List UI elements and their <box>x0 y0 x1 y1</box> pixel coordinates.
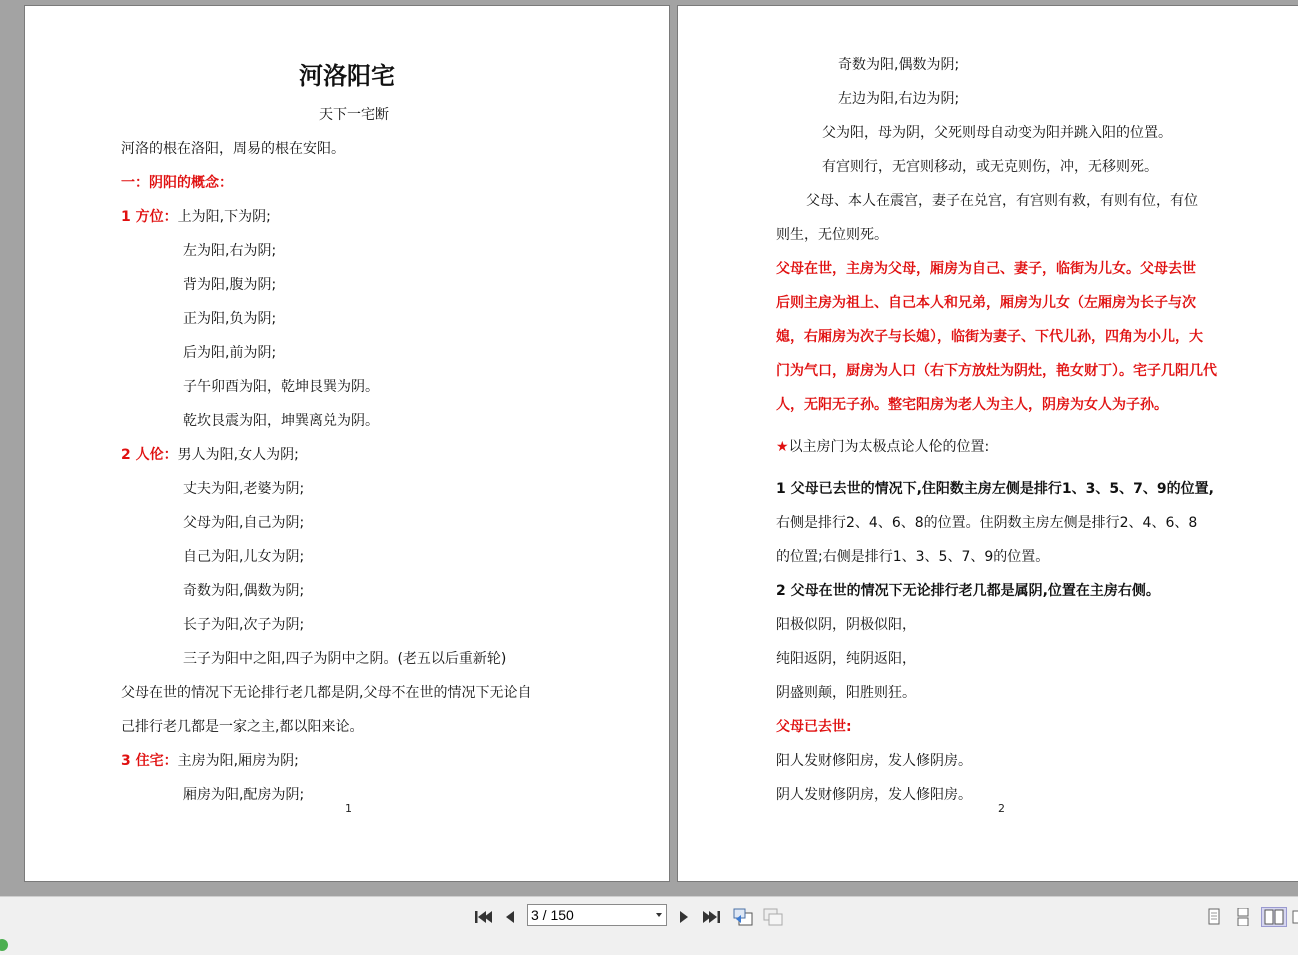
doc-line <box>121 684 531 702</box>
doc-line <box>121 752 299 770</box>
go-forward-icon[interactable] <box>762 907 784 927</box>
doc-line <box>776 684 916 702</box>
doc-line <box>776 480 1214 498</box>
section-label: 一：阴阳的概念： <box>121 175 233 191</box>
doc-line <box>121 140 345 158</box>
doc-line <box>776 718 852 736</box>
line-text: 父母在世的情况下无论排行老几都是阴,父母不在世的情况下无论自 <box>121 685 532 701</box>
single-page-icon[interactable] <box>1203 907 1225 927</box>
doc-line <box>776 786 972 804</box>
doc-line <box>822 158 1158 176</box>
line-text: 男人为阳,女人为阴; <box>177 447 299 463</box>
line-text: 上为阳,下为阴; <box>177 209 271 225</box>
doc-line <box>806 192 1198 210</box>
section-label: 1 方位： <box>121 209 178 225</box>
line-text: 有宫则行，无宫则移动，或无克则伤，冲，无移则死。 <box>822 159 1158 175</box>
page-number: 1 <box>345 802 352 815</box>
line-text: 己排行老几都是一家之主,都以阳来论。 <box>121 719 364 735</box>
line-text: 阴人发财修阴房，发人修阳房。 <box>776 787 972 803</box>
doc-line <box>822 124 1172 142</box>
doc-line <box>776 438 989 456</box>
doc-line <box>183 548 304 566</box>
section-label: 2 人伦： <box>121 447 178 463</box>
doc-line <box>776 260 1196 278</box>
page-number: 2 <box>998 802 1005 815</box>
line-text: 父母在世，主房为父母，厢房为自己、妻子，临街为儿女。父母去世 <box>776 261 1196 277</box>
doc-title: 河洛阳宅 <box>299 61 395 90</box>
line-text: 父为阳，母为阴，父死则母自动变为阳并跳入阳的位置。 <box>822 125 1172 141</box>
line-text: 背为阳,腹为阴; <box>183 277 277 293</box>
doc-line <box>776 328 1203 346</box>
doc-line <box>183 310 276 328</box>
line-text: 父母、本人在震宫，妻子在兑宫，有宫则有救，有则有位，有位 <box>806 193 1198 209</box>
doc-line <box>776 226 888 244</box>
document-page-right <box>677 5 1298 882</box>
doc-line <box>121 446 299 464</box>
doc-line <box>183 650 506 668</box>
line-text: 父母为阳,自己为阴; <box>183 515 305 531</box>
document-page-left <box>24 5 670 882</box>
more-view-icon[interactable] <box>1292 907 1298 927</box>
line-text: 丈夫为阳,老婆为阴; <box>183 481 305 497</box>
line-text: 主房为阳,厢房为阴; <box>177 753 299 769</box>
line-text: 河洛的根在洛阳，周易的根在安阳。 <box>121 141 345 157</box>
line-text: 以主房门为太极点论人伦的位置: <box>788 439 990 455</box>
line-text: 左为阳,右为阴; <box>183 243 277 259</box>
doc-line <box>183 514 304 532</box>
doc-line <box>183 242 276 260</box>
line-text: 子午卯酉为阳，乾坤艮巽为阴。 <box>183 379 379 395</box>
line-text: 阳极似阴，阴极似阳， <box>776 617 916 633</box>
doc-line <box>776 514 1197 532</box>
last-page-icon[interactable] <box>701 907 723 927</box>
line-text: 媳，右厢房为次子与长媳），临街为妻子、下代儿孙，四角为小儿，大 <box>776 329 1203 345</box>
doc-line <box>776 650 916 668</box>
line-text: 1 父母已去世的情况下,住阳数主房左侧是排行1、3、5、7、9的位置, <box>776 481 1214 497</box>
doc-line <box>838 56 959 74</box>
doc-line <box>838 90 959 108</box>
line-text: 纯阳返阴，纯阴返阳， <box>776 651 916 667</box>
viewer-toolbar <box>0 896 1298 955</box>
line-text: 奇数为阳,偶数为阴; <box>838 57 960 73</box>
line-text: 的位置;右侧是排行1、3、5、7、9的位置。 <box>776 549 1050 565</box>
line-text: 乾坎艮震为阳，坤巽离兑为阴。 <box>183 413 379 429</box>
line-text: 奇数为阳,偶数为阴; <box>183 583 305 599</box>
doc-line <box>776 752 972 770</box>
doc-line <box>183 378 379 396</box>
line-text: 三子为阳中之阳,四子为阴中之阴。(老五以后重新轮) <box>183 651 507 667</box>
line-text: 长子为阳,次子为阴; <box>183 617 305 633</box>
line-text: 阳人发财修阳房，发人修阴房。 <box>776 753 972 769</box>
doc-line <box>183 276 276 294</box>
line-text: 人，无阳无子孙。整宅阳房为老人为主人，阴房为女人为子孙。 <box>776 397 1168 413</box>
go-back-icon[interactable] <box>732 907 754 927</box>
line-text: 阴盛则颠，阳胜则狂。 <box>776 685 916 701</box>
chevron-down-icon[interactable] <box>656 913 662 917</box>
doc-line <box>776 294 1196 312</box>
line-text: 后为阳,前为阴; <box>183 345 277 361</box>
line-text: 门为气口，厨房为人口（右下方放灶为阴灶，艳女财丁）。宅子几阳几代 <box>776 363 1217 379</box>
doc-subtitle: 天下一宅断 <box>319 107 389 123</box>
line-text: 右侧是排行2、4、6、8的位置。住阴数主房左侧是排行2、4、6、8 <box>776 515 1198 531</box>
doc-line <box>183 582 304 600</box>
doc-line <box>776 548 1049 566</box>
doc-line <box>121 174 233 192</box>
star-icon: ★ <box>776 439 789 455</box>
line-text: 正为阳,负为阴; <box>183 311 277 327</box>
line-text: 父母已去世: <box>776 719 852 735</box>
continuous-icon[interactable] <box>1232 907 1254 927</box>
doc-line <box>776 362 1217 380</box>
page-number-select[interactable] <box>527 904 667 926</box>
facing-pages-icon[interactable] <box>1261 907 1287 927</box>
doc-line <box>183 786 304 804</box>
doc-line <box>183 616 304 634</box>
doc-line <box>776 616 916 634</box>
line-text: 后则主房为祖上、自己本人和兄弟，厢房为儿女（左厢房为长子与次 <box>776 295 1196 311</box>
prev-page-icon[interactable] <box>499 907 521 927</box>
section-label: 3 住宅： <box>121 753 178 769</box>
line-text: 则生，无位则死。 <box>776 227 888 243</box>
line-text: 自己为阳,儿女为阴; <box>183 549 305 565</box>
doc-line <box>776 396 1168 414</box>
doc-line <box>183 480 304 498</box>
line-text: 2 父母在世的情况下无论排行老几都是属阴,位置在主房右侧。 <box>776 583 1160 599</box>
doc-line <box>183 344 276 362</box>
first-page-icon[interactable] <box>472 907 494 927</box>
doc-line <box>183 412 379 430</box>
doc-line <box>776 582 1160 600</box>
next-page-icon[interactable] <box>673 907 695 927</box>
line-text: 厢房为阳,配房为阴; <box>183 787 305 803</box>
doc-line <box>121 208 271 226</box>
line-text: 左边为阳,右边为阴; <box>838 91 960 107</box>
page-number-input[interactable] <box>531 906 641 924</box>
doc-line <box>121 718 363 736</box>
